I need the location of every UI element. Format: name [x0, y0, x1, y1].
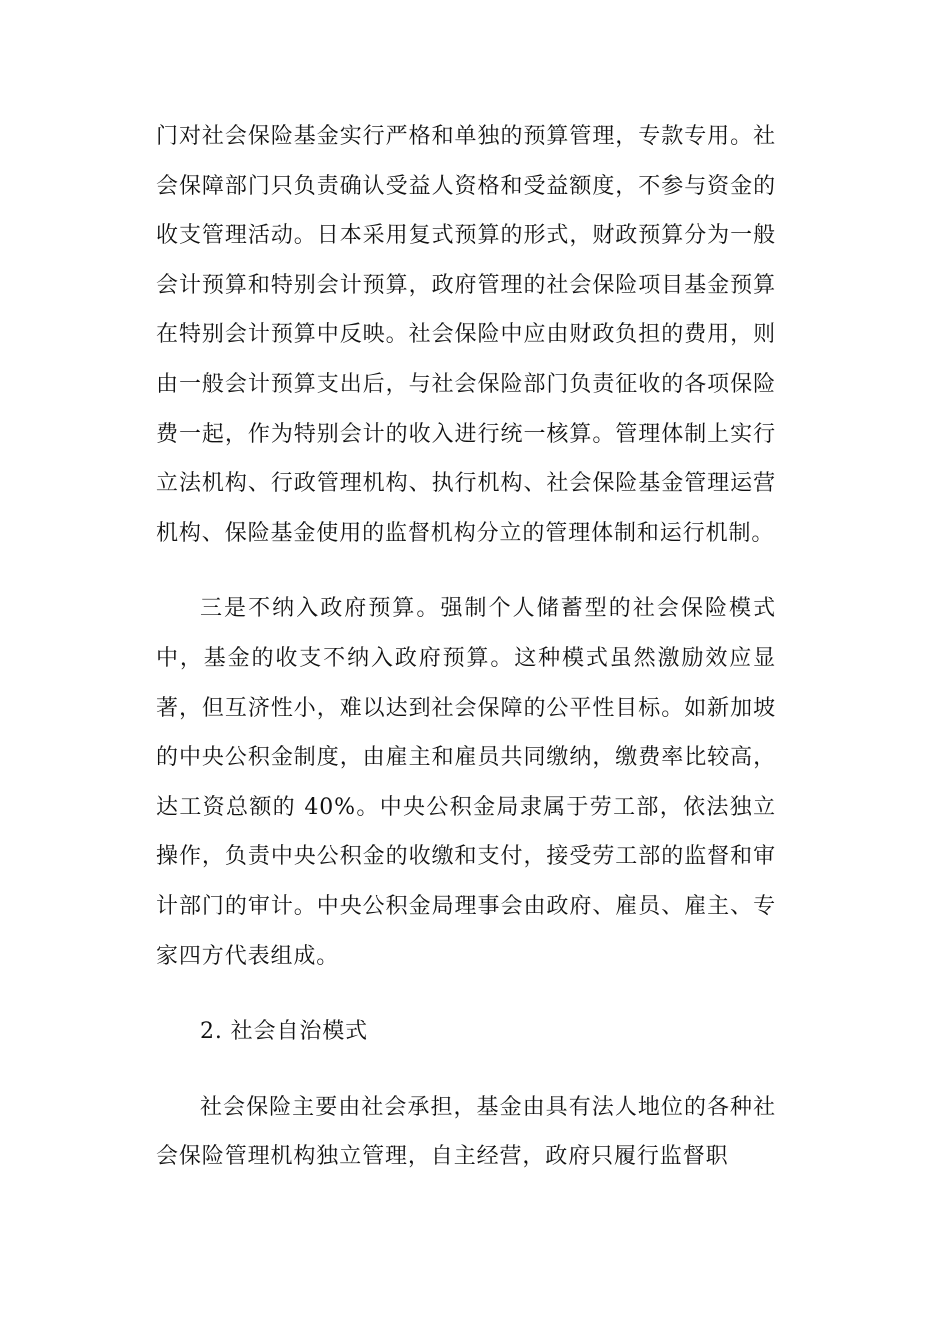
paragraph-social-autonomy: 社会保险主要由社会承担，基金由具有法人地位的各种社会保险管理机构独立管理，自主经营，政府只履行监督职: [156, 1094, 776, 1170]
document-body: [156, 112, 776, 1208]
section-heading: 2. 社会自治模式: [200, 1019, 369, 1045]
paragraph-not-in-budget: 三是不纳入政府预算。强制个人储蓄型的社会保险模式中，基金的收支不纳入政府预算。这种模式虽然激励效应显著，但互济性小，难以达到社会保障的公平性目标。如新加坡的中央公积金制度，由雇主和雇员共同缴纳，缴费率比较高，达工资总额的 40%。中央公积金局隶属于劳工部，依法独立操作，负责中央公积金的收缴和支付，接受劳工部的监督和审计部门的审计。中央公积金局理事会由政府、雇员、雇主、专家四方代表组成。: [156, 596, 776, 969]
paragraph-continued: 门对社会保险基金实行严格和单独的预算管理，专款专用。社会保障部门只负责确认受益人资格和受益额度，不参与资金的收支管理活动。日本采用复式预算的形式，财政预算分为一般会计预算和特别会计预算，政府管理的社会保险项目基金预算在特别会计预算中反映。社会保险中应由财政负担的费用，则由一般会计预算支出后，与社会保险部门负责征收的各项保险费一起，作为特别会计的收入进行统一核算。管理体制上实行立法机构、行政管理机构、执行机构、社会保险基金管理运营机构、保险基金使用的监督机构分立的管理体制和运行机制。: [156, 124, 776, 546]
